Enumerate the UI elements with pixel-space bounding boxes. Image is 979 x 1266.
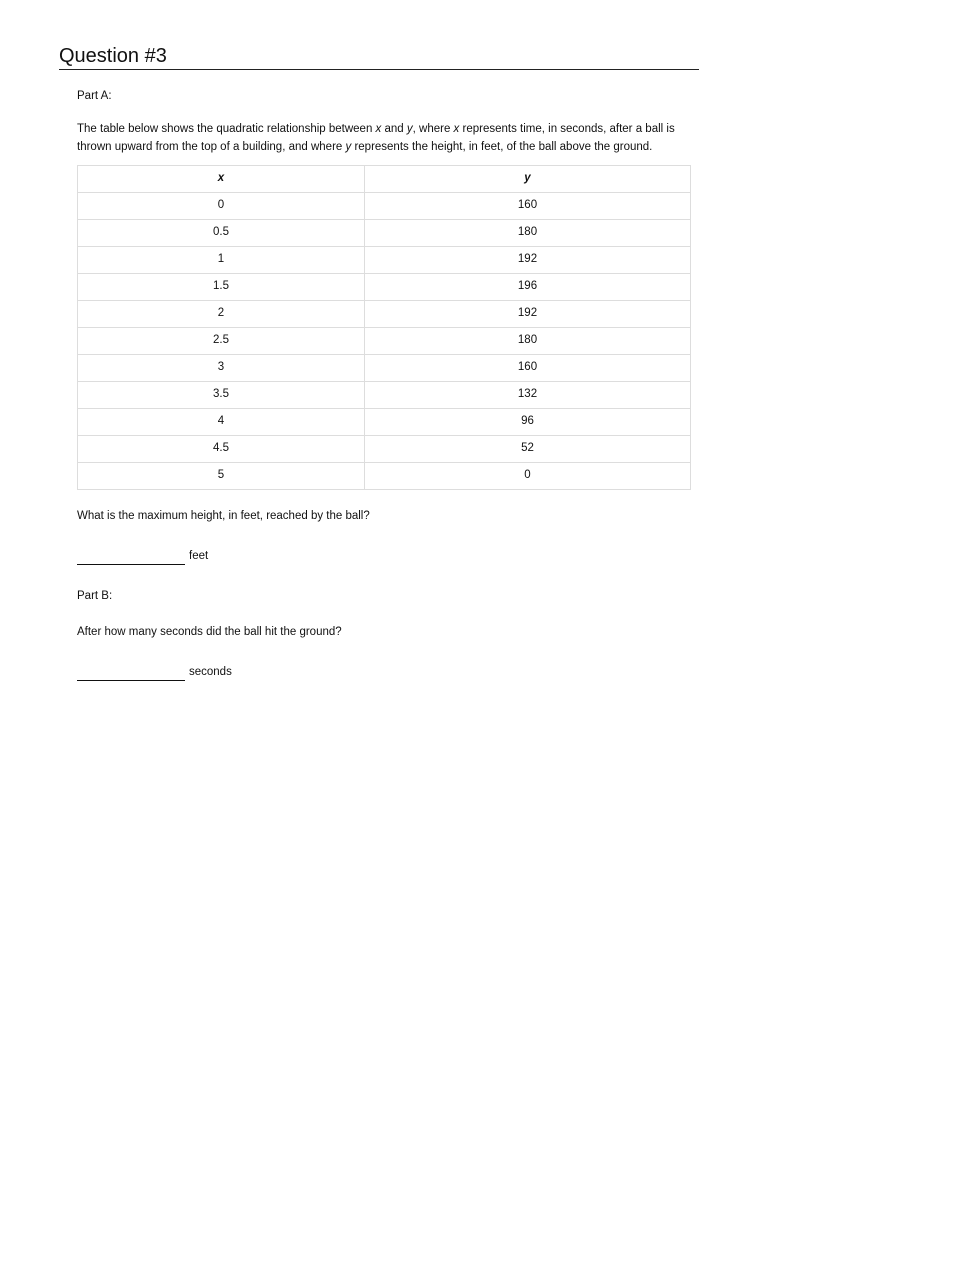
prompt-variable-y: y <box>406 123 413 136</box>
cell-y: 52 <box>365 435 691 462</box>
cell-y: 132 <box>365 381 691 408</box>
part-b-label: Part B: <box>77 590 113 603</box>
cell-y: 192 <box>365 300 691 327</box>
answer-unit-feet: feet <box>189 550 209 563</box>
table-row <box>78 381 691 408</box>
question-content <box>77 70 690 681</box>
prompt-text: represents the height, in feet, of the ball above the ground. <box>351 140 653 153</box>
column-header-y: y <box>365 165 691 192</box>
cell-x: 1 <box>78 246 365 273</box>
prompt-variable-x: x <box>453 123 460 136</box>
cell-x: 2.5 <box>78 327 365 354</box>
cell-y: 96 <box>365 408 691 435</box>
cell-x: 3 <box>78 354 365 381</box>
prompt-variable-x: x <box>375 123 382 136</box>
answer-blank-seconds[interactable] <box>77 666 185 681</box>
table-row <box>78 327 691 354</box>
table-row <box>78 192 691 219</box>
cell-y: 192 <box>365 246 691 273</box>
part-b-answer-line <box>77 641 690 681</box>
cell-x: 0 <box>78 192 365 219</box>
part-a-prompt <box>77 105 690 156</box>
prompt-text: represents time, in seconds, after a ball is thrown upward from the top of a building, and where <box>77 123 675 153</box>
cell-x: 1.5 <box>78 273 365 300</box>
prompt-text: and <box>381 123 407 136</box>
question-page <box>59 44 699 681</box>
cell-y: 180 <box>365 219 691 246</box>
table-row <box>78 219 691 246</box>
cell-x: 4 <box>78 408 365 435</box>
table-row <box>78 273 691 300</box>
prompt-variable-y: y <box>345 140 352 153</box>
part-a-question: What is the maximum height, in feet, reached by the ball? <box>77 509 370 522</box>
part-a-label: Part A: <box>77 90 112 102</box>
cell-y: 160 <box>365 192 691 219</box>
cell-y: 0 <box>365 462 691 489</box>
table-row <box>78 300 691 327</box>
xy-data-table <box>77 165 691 490</box>
table-row <box>78 246 691 273</box>
answer-unit-seconds: seconds <box>189 666 232 679</box>
cell-x: 2 <box>78 300 365 327</box>
question-title: Question #3 <box>59 44 699 70</box>
cell-y: 160 <box>365 354 691 381</box>
cell-x: 3.5 <box>78 381 365 408</box>
cell-y: 180 <box>365 327 691 354</box>
table-row <box>78 408 691 435</box>
column-header-x: x <box>78 165 365 192</box>
cell-x: 0.5 <box>78 219 365 246</box>
part-a-answer-line <box>77 525 690 565</box>
table-row <box>78 354 691 381</box>
part-b-question: After how many seconds did the ball hit the ground? <box>77 625 342 638</box>
prompt-text: , where <box>412 123 454 136</box>
answer-blank-feet[interactable] <box>77 550 185 565</box>
table-header-row <box>78 165 691 192</box>
cell-y: 196 <box>365 273 691 300</box>
prompt-text: The table below shows the quadratic relationship between <box>77 123 376 136</box>
table-row <box>78 462 691 489</box>
table-row <box>78 435 691 462</box>
cell-x: 5 <box>78 462 365 489</box>
cell-x: 4.5 <box>78 435 365 462</box>
